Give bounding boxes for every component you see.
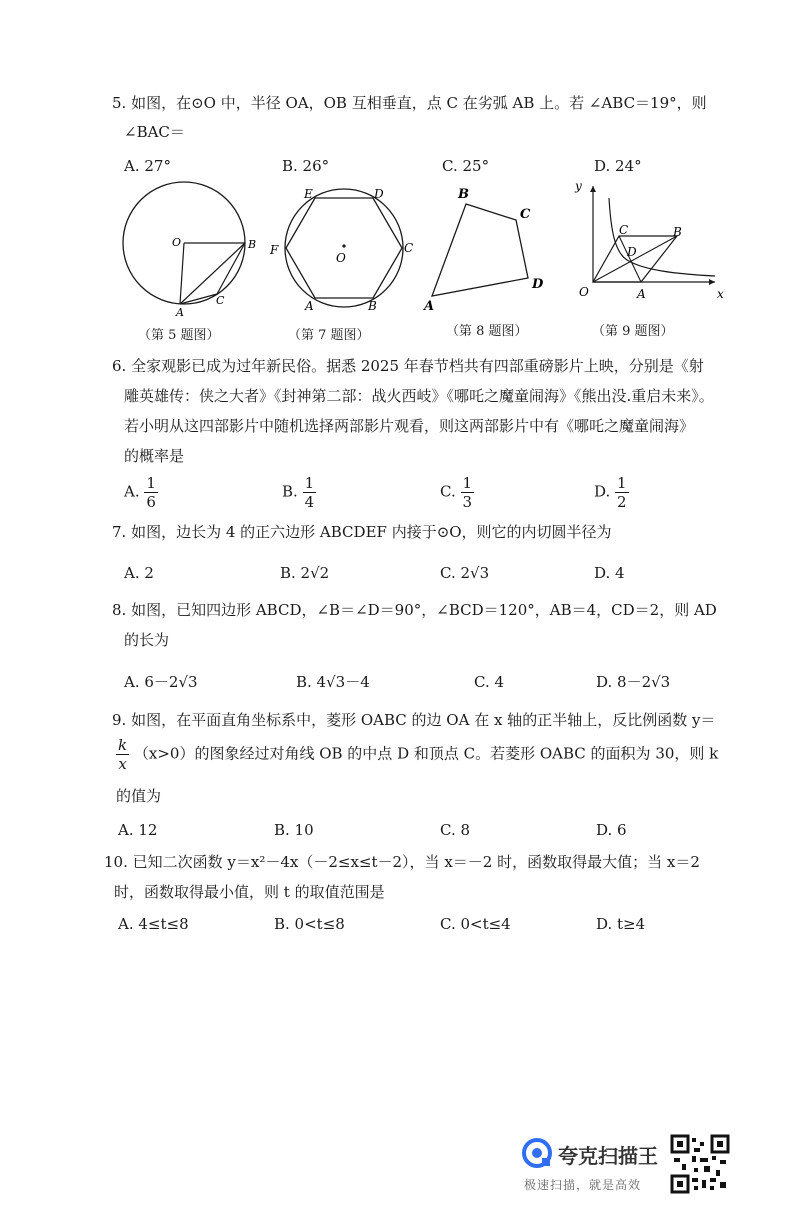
q6-stem-line1: 6. 全家观影已成为过年新民俗。据悉 2025 年春节档共有四部重磅影片上映，分别是《射 <box>112 357 704 375</box>
fig5-label-o: O <box>172 236 182 249</box>
fig7-label-c: C <box>404 241 414 255</box>
q6-stem-line3: 若小明从这四部影片中随机选择两部影片观看，则这两部影片中有《哪吒之魔童闹海》 <box>124 417 695 435</box>
quark-logo-icon <box>522 1138 552 1168</box>
fraction-k-over-x: $\frac{k}{x}$ <box>118 736 128 773</box>
q10-option-d: D. t≥4 <box>596 915 646 933</box>
fig9-label-o: O <box>579 285 589 299</box>
fig8-caption: （第 8 题图） <box>446 324 528 339</box>
figure-9-coordinate-plane <box>565 172 730 307</box>
q5-option-d: D. 24° <box>594 157 642 175</box>
fig5-label-a: A <box>176 306 184 319</box>
q7-option-a: A. 2 <box>124 564 154 582</box>
fig7-label-e: E <box>304 187 313 201</box>
fig9-caption: （第 9 题图） <box>592 324 674 339</box>
fig7-label-a: A <box>305 299 314 313</box>
q9-option-c: C. 8 <box>440 821 471 839</box>
q7-stem-line1: 7. 如图，边长为 4 的正六边形 ABCDEF 内接于⊙O，则它的内切圆半径为 <box>112 523 612 541</box>
q8-stem-line2: 的长为 <box>124 631 170 649</box>
fig7-label-b: B <box>368 299 377 313</box>
q9-stem-line2: $\frac{k}{x}$ （x>0）的图象经过对角线 OB 的中点 D 和顶点 C。若菱形 OABC 的面积为 30，则 k <box>118 736 719 773</box>
q6-option-a: A. $\frac{1}{6}$ <box>124 474 156 511</box>
q10-option-b: B. 0<t≤8 <box>274 915 345 933</box>
fraction: $\frac{1}{2}$ <box>617 474 627 511</box>
brand-slogan: 极速扫描，就是高效 <box>524 1178 642 1192</box>
q7-option-d: D. 4 <box>594 564 625 582</box>
q8-option-d: D. 8－2√3 <box>596 673 671 691</box>
q8-stem-line1: 8. 如图，已知四边形 ABCD，∠B＝∠D＝90°，∠BCD＝120°，AB＝4，CD＝2，则 AD <box>112 601 717 619</box>
fig7-label-f: F <box>270 243 279 257</box>
fig8-label-c: C <box>520 207 531 222</box>
fig8-label-a: A <box>424 299 435 314</box>
fig9-label-a: A <box>637 287 646 301</box>
q6-stem-line2: 雕英雄传：侠之大者》《封神第二部：战火西岐》《哪吒之魔童闹海》《熊出没.重启未来》。 <box>124 387 714 405</box>
q8-option-a: A. 6－2√3 <box>124 673 198 691</box>
fraction: $\frac{1}{4}$ <box>304 474 315 511</box>
fraction: $\frac{1}{6}$ <box>146 474 156 511</box>
brand-name: 夸克扫描王 <box>558 1144 658 1168</box>
figure-8-quadrilateral <box>424 180 554 315</box>
scanner-watermark <box>520 1130 780 1200</box>
q5-option-b: B. 26° <box>282 157 330 175</box>
q8-option-b: B. 4√3－4 <box>296 673 370 691</box>
q9-option-b: B. 10 <box>274 821 314 839</box>
fig8-label-b: B <box>458 187 469 202</box>
q5-option-c: C. 25° <box>442 157 490 175</box>
q10-stem-line1: 10. 已知二次函数 y＝x²－4x（－2≤x≤t－2），当 x＝－2 时，函数取得最大值；当 x＝2 <box>104 853 700 871</box>
q9-stem-line1: 9. 如图，在平面直角坐标系中，菱形 OABC 的边 OA 在 x 轴的正半轴上，反比例函数 y＝ <box>112 711 716 729</box>
fig7-label-o: O <box>336 251 346 265</box>
fraction: $\frac{1}{3}$ <box>462 474 473 511</box>
q5-stem-line1: 5. 如图，在⊙O 中，半径 OA，OB 互相垂直，点 C 在劣弧 AB 上。若 ∠ABC＝19°，则 <box>112 94 707 112</box>
q9-stem-line3: 的值为 <box>116 787 162 805</box>
qr-code-icon <box>670 1134 730 1194</box>
figure-7-hexagon <box>268 184 418 314</box>
q10-option-c: C. 0<t≤4 <box>440 915 511 933</box>
q10-option-a: A. 4≤t≤8 <box>118 915 189 933</box>
q6-stem-line4: 的概率是 <box>124 447 185 465</box>
fig5-caption: （第 5 题图） <box>138 328 220 343</box>
q5-option-a: A. 27° <box>124 157 171 175</box>
q6-option-c: C. $\frac{1}{3}$ <box>440 474 473 511</box>
fig9-label-b: B <box>673 225 682 239</box>
q10-stem-line2: 时，函数取得最小值，则 t 的取值范围是 <box>114 883 385 901</box>
q6-option-b: B. $\frac{1}{4}$ <box>282 474 315 511</box>
fig9-label-d: D <box>627 245 637 259</box>
fig7-caption: （第 7 题图） <box>288 328 370 343</box>
fig7-label-d: D <box>374 187 384 201</box>
fig8-label-d: D <box>532 277 544 292</box>
fig5-label-c: C <box>216 294 225 307</box>
q7-option-c: C. 2√3 <box>440 564 490 582</box>
q5-stem-line2: ∠BAC＝ <box>124 123 185 141</box>
fig9-label-x: x <box>717 287 724 301</box>
q9-option-d: D. 6 <box>596 821 627 839</box>
q6-option-d: D. $\frac{1}{2}$ <box>594 474 627 511</box>
figure-5-circle <box>118 180 258 319</box>
fig5-label-b: B <box>248 238 257 251</box>
q8-option-c: C. 4 <box>474 673 505 691</box>
fig9-label-c: C <box>619 223 629 237</box>
q9-option-a: A. 12 <box>118 821 158 839</box>
fig9-label-y: y <box>575 179 582 193</box>
q7-option-b: B. 2√2 <box>280 564 330 582</box>
